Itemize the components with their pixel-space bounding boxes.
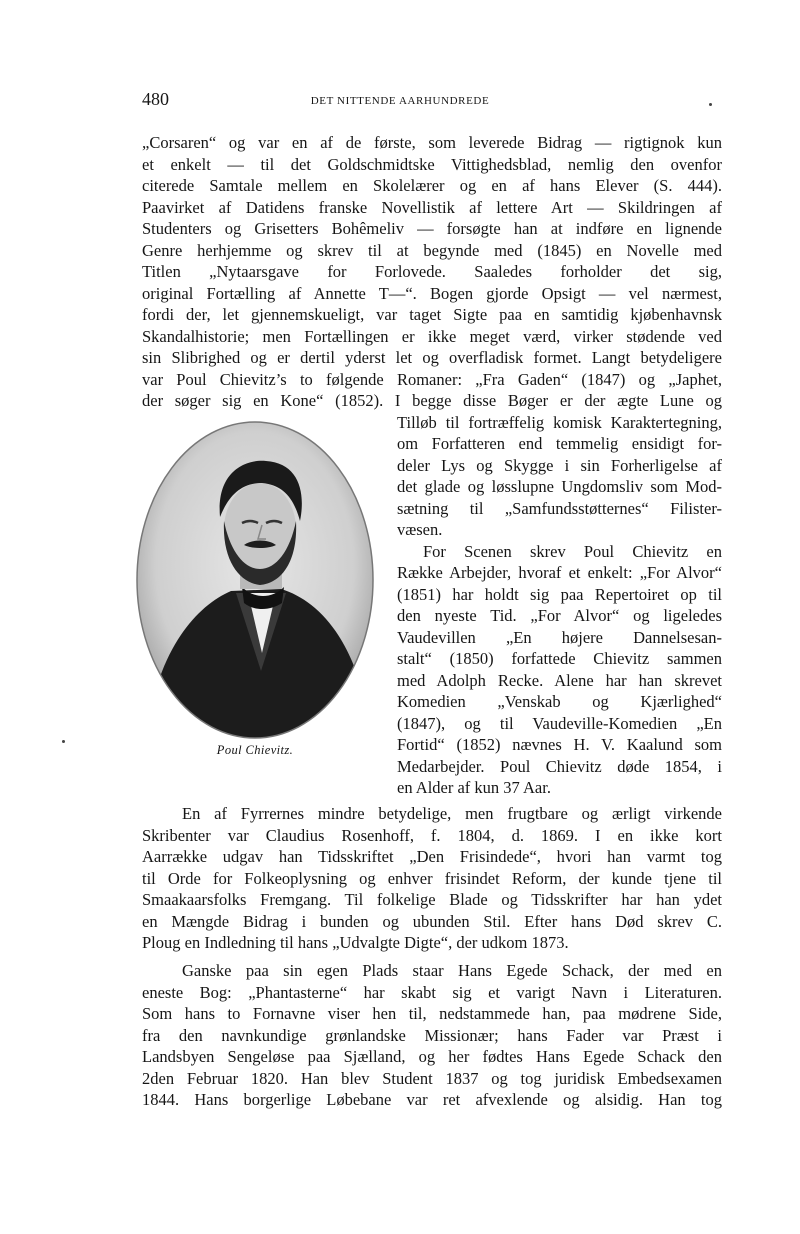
text-line: deler Lys og Skygge i sin Forherligelse af <box>397 456 722 475</box>
text-line: citerede Samtale mellem en Skolelærer og en af hans Elever (S. 444). <box>142 176 722 195</box>
text-line: Som hans to Fornavne viser hen til, nedstammede han, paa mødrene Side, <box>142 1004 722 1023</box>
print-speck <box>709 103 712 106</box>
text-line: eneste Bog: „Phantasterne“ har skabt sig et varigt Navn i Literaturen. <box>142 983 722 1002</box>
text-line: Skandalhistorie; men Fortællingen er ikke meget værd, virker stødende ved <box>142 327 722 346</box>
text-line: med Adolph Recke. Alene har han skrevet <box>397 671 722 690</box>
text-line: Aarrække udgav han Tidsskriftet „Den Frisindede“, hvori han varmt tog <box>142 847 722 866</box>
text-line: sætning til „Samfundsstøtternes“ Filister- <box>397 499 722 518</box>
text-line: sin Slibrighed og er dertil yderst let og overfladisk formet. Langt betydeligere <box>142 348 722 367</box>
text-line: Fortid“ (1852) nævnes H. V. Kaalund som <box>397 735 722 754</box>
text-line: 2den Februar 1820. Han blev Student 1837 og tog juridisk Embedsexamen <box>142 1069 722 1088</box>
text-line: stalt“ (1850) forfattede Chievitz sammen <box>397 649 722 668</box>
print-speck <box>62 740 65 743</box>
text-line: til Orde for Folkeoplysning og enhver frisindet Reform, der kunde tjene til <box>142 869 722 888</box>
text-line: For Scenen skrev Poul Chievitz en <box>423 542 722 561</box>
text-line: Skribenter var Claudius Rosenhoff, f. 1804, d. 1869. I en ikke kort <box>142 826 722 845</box>
text-line: 1844. Hans borgerlige Løbebane var ret afvexlende og alsidig. Han tog <box>142 1090 722 1109</box>
text-line: Landsbyen Sengeløse paa Sjælland, og her fødtes Hans Egede Schack den <box>142 1047 722 1066</box>
text-line: Studenters og Grisetters Bohêmeliv — forsøgte han at indføre en lignende <box>142 219 722 238</box>
text-line: der søger sig en Kone“ (1852). I begge disse Bøger er der ægte Lune og <box>142 391 722 410</box>
text-line: fordi der, let gjennemskueligt, var taget Sigte paa en samtidig kjøbenhavnsk <box>142 305 722 324</box>
text-line: (1847), og til Vaudeville-Komedien „En <box>397 714 722 733</box>
text-line: var Poul Chievitz’s to følgende Romaner: „Fra Gaden“ (1847) og „Japhet, <box>142 370 722 389</box>
portrait-engraving <box>136 421 374 739</box>
text-line: Ganske paa sin egen Plads staar Hans Egede Schack, der med en <box>182 961 722 980</box>
text-line: om Forfatteren end temmelig ensidigt for- <box>397 434 722 453</box>
text-line: Vaudevillen „En højere Dannelsesan- <box>397 628 722 647</box>
text-line: Medarbejder. Poul Chievitz døde 1854, i <box>397 757 722 776</box>
text-line: det glade og løsslupne Ungdomsliv som Mod- <box>397 477 722 496</box>
page-number: 480 <box>142 89 169 109</box>
text-line: Komedien „Venskab og Kjærlighed“ <box>397 692 722 711</box>
text-line: „Corsaren“ og var en af de første, som leverede Bidrag — rigtignok kun <box>142 133 722 152</box>
text-line: en Mængde Bidrag i bunden og ubunden Stil. Efter hans Død skrev C. <box>142 912 722 931</box>
running-title: DET NITTENDE AARHUNDREDE <box>310 95 490 107</box>
text-line: Ploug en Indledning til hans „Udvalgte Digte“, der udkom 1873. <box>142 933 569 952</box>
text-line: Paavirket af Datidens franske Novellistik af lettere Art — Skildringen af <box>142 198 722 217</box>
text-line: den nyeste Tid. „For Alvor“ og ligeledes <box>397 606 722 625</box>
text-line: (1851) har holdt sig paa Repertoiret op til <box>397 585 722 604</box>
text-line: En af Fyrrernes mindre betydelige, men frugtbare og ærligt virkende <box>182 804 722 823</box>
portrait-caption: Poul Chievitz. <box>216 743 294 757</box>
text-line: original Fortælling af Annette T—“. Bogen gjorde Opsigt — vel nærmest, <box>142 284 722 303</box>
text-line: en Alder af kun 37 Aar. <box>397 778 551 797</box>
text-line: et enkelt — til det Goldschmidtske Vittighedsblad, nemlig den ovenfor <box>142 155 722 174</box>
text-line: Tilløb til fortræffelig komisk Karaktertegning, <box>397 413 722 432</box>
text-line: Smaakaarsfolks Fremgang. Til folkelige Blade og Tidsskrifter har han ydet <box>142 890 722 909</box>
text-line: væsen. <box>397 520 443 539</box>
text-line: fra den navnkundige grønlandske Missionær; hans Fader var Præst i <box>142 1026 722 1045</box>
text-line: Genre herhjemme og skrev til at begynde med (1845) en Novelle med <box>142 241 722 260</box>
text-line: Titlen „Nytaarsgave for Forlovede. Saaledes forholder det sig, <box>142 262 722 281</box>
text-line: Række Arbejder, hvoraf et enkelt: „For Alvor“ <box>397 563 722 582</box>
